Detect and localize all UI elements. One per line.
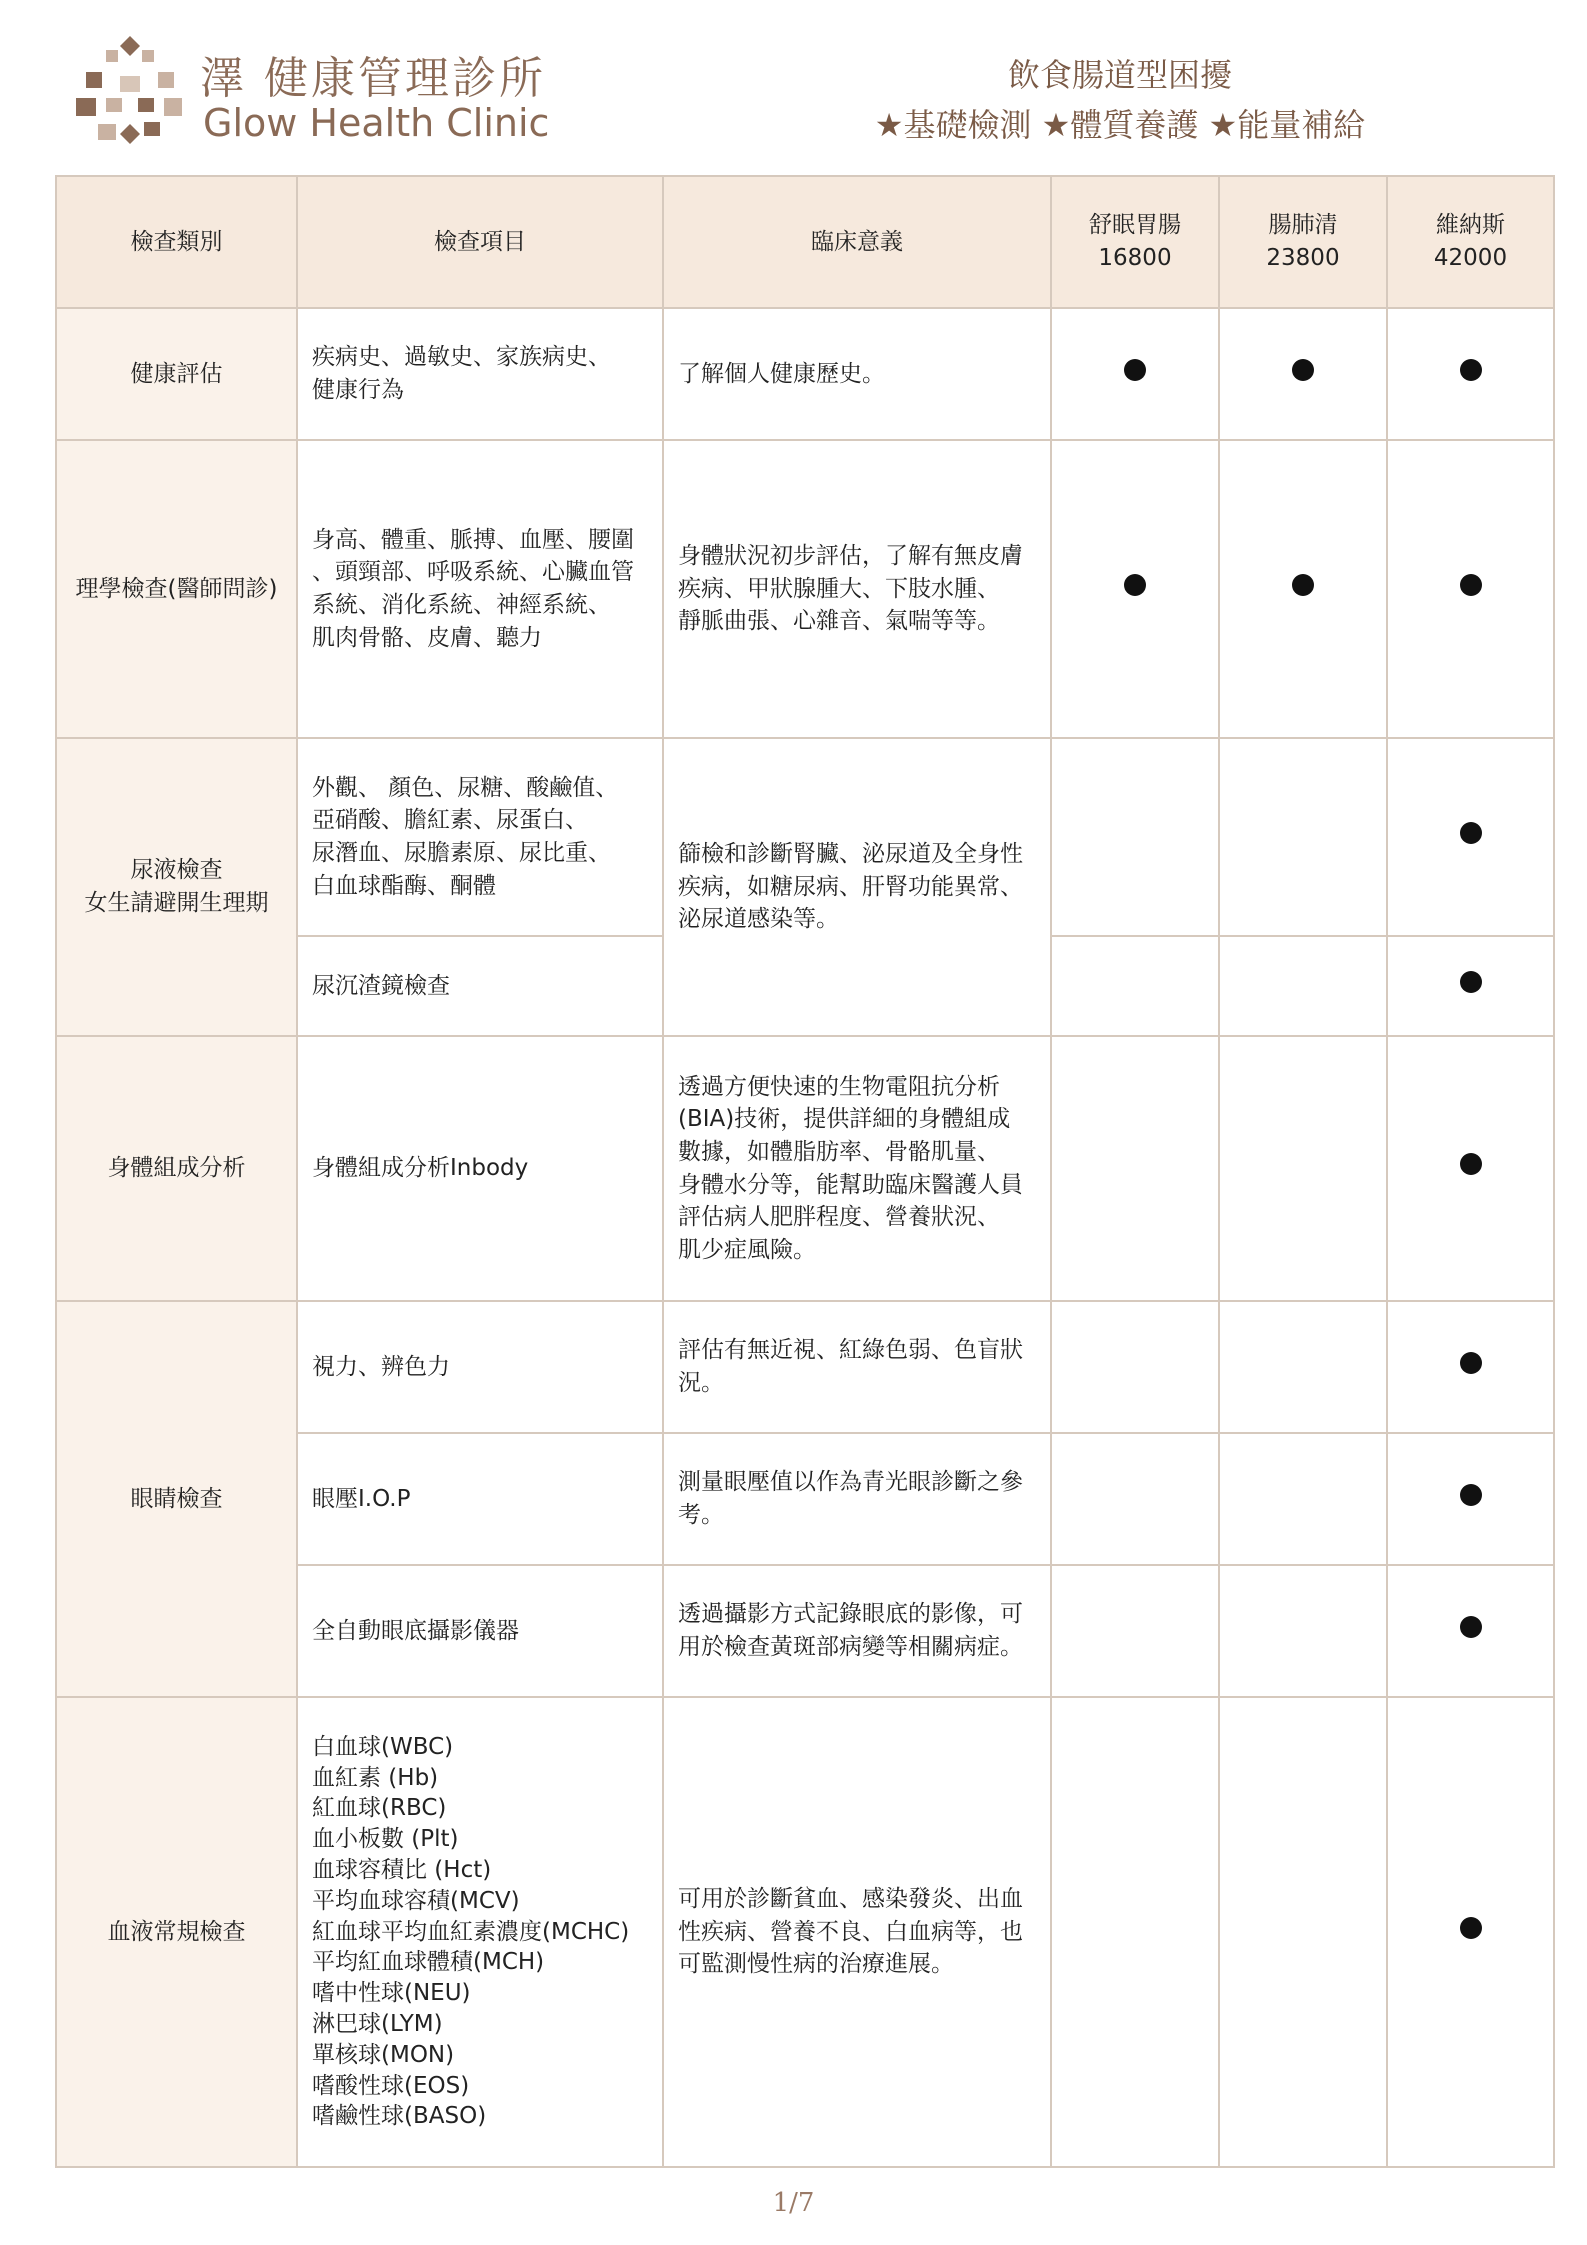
table-row: [56, 440, 1554, 738]
included-dot-icon: [1124, 359, 1146, 381]
included-cell: [1219, 440, 1387, 738]
item-cell: 尿沉渣鏡檢查: [297, 936, 663, 1036]
item-cell: 身高、體重、脈搏、血壓、腰圍 、頭頸部、呼吸系統、心臟血管 系統、消化系統、神經系統、 肌肉骨骼、皮膚、聽力: [297, 440, 663, 738]
meaning-cell: 篩檢和診斷腎臟、泌尿道及全身性 疾病，如糖尿病、肝腎功能異常、 泌尿道感染等。: [663, 738, 1051, 1036]
included-dot-icon: [1460, 574, 1482, 596]
clinic-logo-icon: [76, 36, 184, 148]
empty-cell: [1051, 1301, 1219, 1433]
table-row: [56, 1697, 1554, 2167]
meaning-cell: 測量眼壓值以作為青光眼診斷之參 考。: [663, 1433, 1051, 1565]
category-cell: 健康評估: [56, 308, 297, 440]
package-subtitle: ★基礎檢測 ★體質養護 ★能量補給: [874, 106, 1366, 144]
empty-cell: [1051, 1433, 1219, 1565]
included-dot-icon: [1292, 574, 1314, 596]
empty-cell: [1051, 738, 1219, 936]
table-row: [56, 1036, 1554, 1301]
category-cell: 理學檢查(醫師問診): [56, 440, 297, 738]
empty-cell: [1051, 1036, 1219, 1301]
included-dot-icon: [1460, 971, 1482, 993]
column-header-plan: 腸肺清 23800: [1219, 176, 1387, 308]
included-cell: [1387, 308, 1554, 440]
included-cell: [1387, 440, 1554, 738]
item-cell: 白血球(WBC) 血紅素 (Hb) 紅血球(RBC) 血小板數 (Plt) 血球容積比 (Hct) 平均血球容積(MCV) 紅血球平均血紅素濃度(MCHC) 平均紅血球體積(MCH) 嗜中性球(NEU) 淋巴球(LYM) 單核球(MON) 嗜酸性球(EOS) 嗜鹼性球(BASO): [297, 1697, 663, 2167]
included-dot-icon: [1460, 1484, 1482, 1506]
item-cell: 全自動眼底攝影儀器: [297, 1565, 663, 1697]
included-cell: [1219, 308, 1387, 440]
empty-cell: [1051, 1565, 1219, 1697]
meaning-cell: 透過攝影方式記錄眼底的影像，可 用於檢查黃斑部病變等相關病症。: [663, 1565, 1051, 1697]
column-header-plan: 舒眠胃腸 16800: [1051, 176, 1219, 308]
item-cell: 視力、辨色力: [297, 1301, 663, 1433]
included-dot-icon: [1292, 359, 1314, 381]
included-dot-icon: [1460, 359, 1482, 381]
empty-cell: [1219, 1301, 1387, 1433]
item-cell: 眼壓I.O.P: [297, 1433, 663, 1565]
included-cell: [1387, 1036, 1554, 1301]
meaning-cell: 了解個人健康歷史。: [663, 308, 1051, 440]
included-dot-icon: [1460, 1352, 1482, 1374]
included-cell: [1387, 1565, 1554, 1697]
category-cell: 身體組成分析: [56, 1036, 297, 1301]
item-cell: 疾病史、過敏史、家族病史、 健康行為: [297, 308, 663, 440]
empty-cell: [1219, 936, 1387, 1036]
included-cell: [1387, 738, 1554, 936]
meaning-cell: 評估有無近視、紅綠色弱、色盲狀 況。: [663, 1301, 1051, 1433]
empty-cell: [1219, 1565, 1387, 1697]
clinic-name-english: Glow Health Clinic: [203, 101, 550, 145]
included-cell: [1387, 1433, 1554, 1565]
included-cell: [1051, 308, 1219, 440]
table-row: [56, 308, 1554, 440]
included-dot-icon: [1460, 1153, 1482, 1175]
page-header: [0, 0, 1587, 175]
empty-cell: [1219, 1433, 1387, 1565]
empty-cell: [1051, 1697, 1219, 2167]
item-cell: 身體組成分析Inbody: [297, 1036, 663, 1301]
table-row: [56, 738, 1554, 936]
meaning-cell: 可用於診斷貧血、感染發炎、出血 性疾病、營養不良、白血病等，也 可監測慢性病的治療進展。: [663, 1697, 1051, 2167]
included-cell: [1387, 1697, 1554, 2167]
included-cell: [1387, 1301, 1554, 1433]
category-cell: 眼睛檢查: [56, 1301, 297, 1697]
empty-cell: [1219, 1697, 1387, 2167]
included-dot-icon: [1124, 574, 1146, 596]
category-cell: 尿液檢查 女生請避開生理期: [56, 738, 297, 1036]
clinic-name-chinese: 澤 健康管理診所: [200, 53, 546, 104]
table-header-row: [56, 176, 1554, 308]
package-title: 飲食腸道型困擾: [1007, 56, 1232, 94]
included-dot-icon: [1460, 822, 1482, 844]
column-header-meaning: 臨床意義: [663, 176, 1051, 308]
checkup-table: [55, 175, 1555, 2168]
item-cell: 外觀、 顏色、尿糖、酸鹼值、 亞硝酸、膽紅素、尿蛋白、 尿潛血、尿膽素原、尿比重、 白血球酯酶、酮體: [297, 738, 663, 936]
meaning-cell: 透過方便快速的生物電阻抗分析 (BIA)技術，提供詳細的身體組成 數據，如體脂肪率、骨骼肌量、 身體水分等，能幫助臨床醫護人員 評估病人肥胖程度、營養狀況、 肌少症風險。: [663, 1036, 1051, 1301]
included-dot-icon: [1460, 1917, 1482, 1939]
empty-cell: [1219, 1036, 1387, 1301]
column-header-plan: 維納斯 42000: [1387, 176, 1554, 308]
meaning-cell: 身體狀況初步評估，了解有無皮膚 疾病、甲狀腺腫大、下肢水腫、 靜脈曲張、心雜音、氣喘等等。: [663, 440, 1051, 738]
included-cell: [1387, 936, 1554, 1036]
included-cell: [1051, 440, 1219, 738]
empty-cell: [1219, 738, 1387, 936]
page-number: 1/7: [772, 2188, 815, 2218]
included-dot-icon: [1460, 1616, 1482, 1638]
empty-cell: [1051, 936, 1219, 1036]
category-cell: 血液常規檢查: [56, 1697, 297, 2167]
column-header-category: 檢查類別: [56, 176, 297, 308]
column-header-item: 檢查項目: [297, 176, 663, 308]
table-row: [56, 1301, 1554, 1433]
